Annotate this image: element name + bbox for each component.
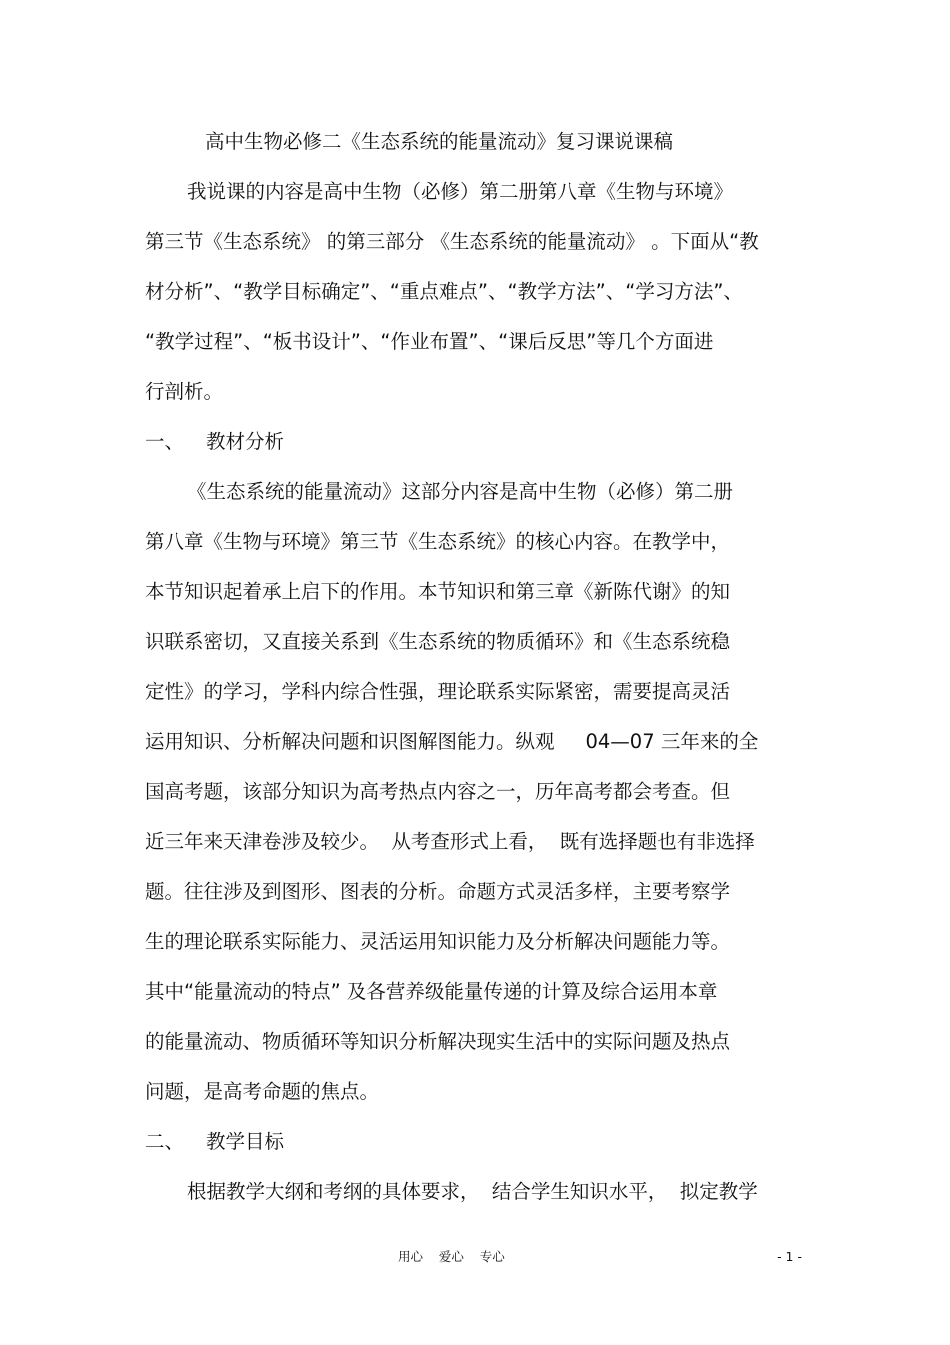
- section-1-line-2: 第八章《生物与环境》第三节《生态系统》的核心内容。在教学中，: [145, 530, 731, 553]
- footer-motto: 用心 爱心 专心: [398, 1249, 505, 1264]
- document-title: 高中生物必修二《生态系统的能量流动》复习课说课稿: [205, 130, 674, 153]
- section-1-line-12: 的能量流动、物质循环等知识分析解决现实生活中的实际问题及热点: [145, 1030, 731, 1053]
- section-2-number: 二、: [145, 1130, 185, 1153]
- section-1-line-6: 运用知识、分析解决问题和识图解图能力。纵观 04—07 三年来的全: [145, 730, 759, 753]
- intro-line-3: 材分析”、“教学目标确定”、“重点难点”、“教学方法”、“学习方法”、: [145, 280, 743, 303]
- section-1-line-13: 问题，是高考命题的焦点。: [145, 1080, 380, 1103]
- section-1-line-4: 识联系密切，又直接关系到《生态系统的物质循环》和《生态系统稳: [145, 630, 731, 653]
- section-1-number: 一、: [145, 430, 185, 453]
- section-1-line-3: 本节知识起着承上启下的作用。本节知识和第三章《新陈代谢》的知: [145, 580, 731, 603]
- section-1-line-10: 生的理论联系实际能力、灵活运用知识能力及分析解决问题能力等。: [145, 930, 731, 953]
- section-1-heading: 教材分析: [206, 430, 285, 453]
- section-1-line-9: 题。往往涉及到图形、图表的分析。命题方式灵活多样，主要考察学: [145, 880, 731, 903]
- intro-line-5: 行剖析。: [145, 380, 224, 403]
- section-2-heading: 教学目标: [206, 1130, 285, 1153]
- section-1-line-1: 《生态系统的能量流动》这部分内容是高中生物（必修）第二册: [187, 480, 734, 503]
- section-2-line-1: 根据教学大纲和考纲的具体要求， 结合学生知识水平， 拟定教学: [187, 1180, 758, 1203]
- footer-page-number: - 1 -: [777, 1249, 802, 1264]
- section-1-line-7: 国高考题，该部分知识为高考热点内容之一，历年高考都会考查。但: [145, 780, 731, 803]
- intro-line-4: “教学过程”、“板书设计”、“作业布置”、“课后反思”等几个方面进: [145, 330, 714, 353]
- section-1-line-5: 定性》的学习，学科内综合性强，理论联系实际紧密，需要提高灵活: [145, 680, 731, 703]
- intro-line-2: 第三节《生态系统》 的第三部分 《生态系统的能量流动》 。下面从“教: [145, 230, 759, 253]
- intro-line-1: 我说课的内容是高中生物（必修）第二册第八章《生物与环境》: [187, 180, 734, 203]
- section-1-line-11: 其中“能量流动的特点” 及各营养级能量传递的计算及综合运用本章: [145, 980, 718, 1003]
- section-1-line-8: 近三年来天津卷涉及较少。 从考查形式上看， 既有选择题也有非选择: [145, 830, 755, 853]
